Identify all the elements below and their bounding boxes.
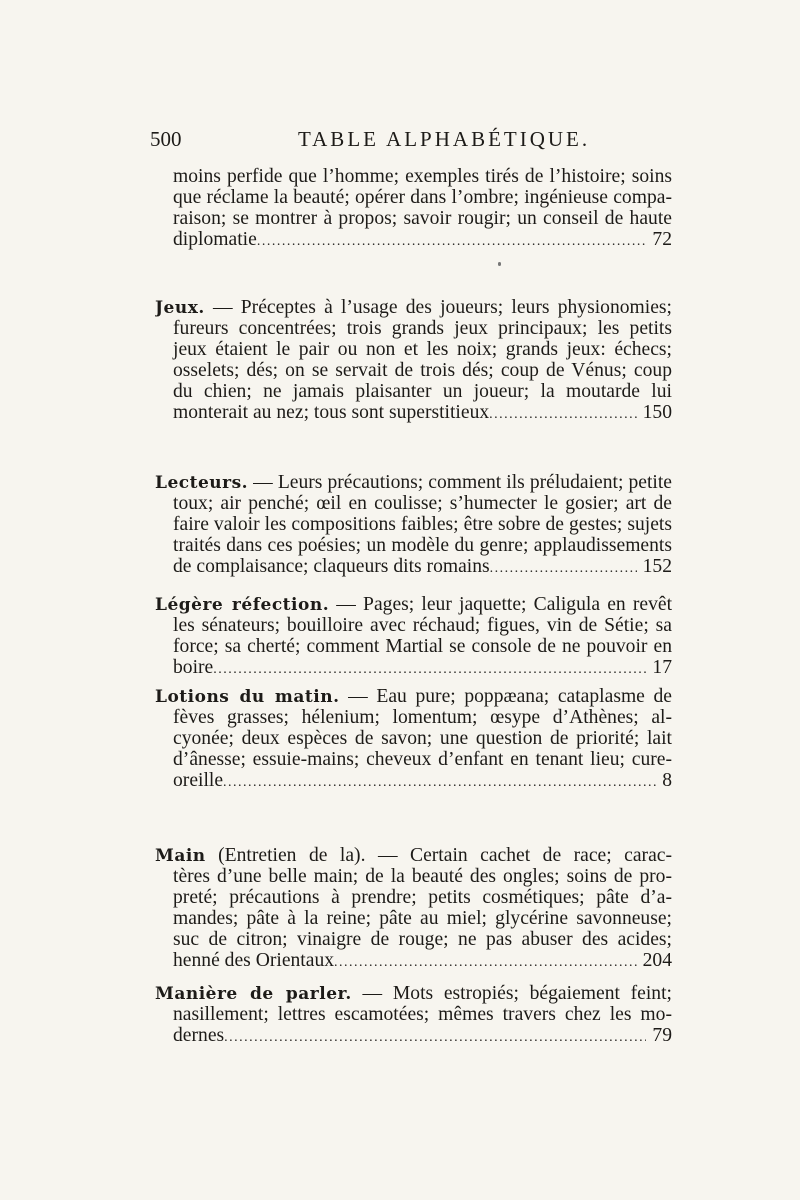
entry-line: suc de citron; vinaigre de rouge; ne pas abuser des acides; bbox=[173, 929, 672, 950]
entry-last-line bbox=[155, 556, 672, 577]
entry-line: raison; se montrer à propos; savoir rougir; un conseil de haute bbox=[173, 208, 672, 229]
page-reference: 204 bbox=[642, 950, 672, 971]
entry-line: force; sa cherté; comment Martial se console de ne pouvoir en bbox=[173, 636, 672, 657]
entry-line: nasillement; lettres escamotées; mêmes travers chez les mo- bbox=[173, 1004, 672, 1025]
entry-first-line: Légère réfection. — Pages; leur jaquette; Caligula en revêt bbox=[155, 594, 672, 615]
entry-last-line bbox=[155, 402, 672, 423]
dot-leader bbox=[224, 1025, 646, 1046]
page-reference: 72 bbox=[652, 229, 672, 250]
entry-line: que réclame la beauté; opérer dans l’ombre; ingénieuse compa- bbox=[173, 187, 672, 208]
entry-line: toux; air penché; œil en coulisse; s’humecter le gosier; art de bbox=[173, 493, 672, 514]
page-title: TABLE ALPHABÉTIQUE. bbox=[298, 127, 591, 151]
entry-last-line bbox=[155, 950, 672, 971]
entry-line: jeux étaient le pair ou non et les noix; grands jeux: échecs; bbox=[173, 339, 672, 360]
entry-first-line: Jeux. — Préceptes à l’usage des joueurs; leurs physionomies; bbox=[155, 297, 672, 318]
running-header bbox=[150, 127, 670, 157]
entry-first-line: Lotions du matin. — Eau pure; poppæana; cataplasme de bbox=[155, 686, 672, 707]
entry-line: osselets; dés; on se servait de trois dés; coup de Vénus; coup bbox=[173, 360, 672, 381]
entry-first-line: Main (Entretien de la). — Certain cachet de race; carac- bbox=[155, 845, 672, 866]
entry-last-line bbox=[155, 1025, 672, 1046]
entry-heading: Lecteurs. bbox=[155, 473, 249, 493]
page-reference: 79 bbox=[652, 1025, 672, 1046]
entry-last-text: henné des Orientaux bbox=[173, 950, 335, 971]
entry-last-text: oreille bbox=[173, 770, 224, 791]
dot-leader bbox=[223, 770, 656, 791]
entry-heading: Lotions du matin. bbox=[155, 687, 340, 707]
ink-speck bbox=[498, 262, 501, 266]
entry-line: tères d’une belle main; de la beauté des ongles; soins de pro- bbox=[173, 866, 672, 887]
entry-last-line bbox=[155, 770, 672, 791]
entry-line: les sénateurs; bouilloire avec réchaud; figues, vin de Sétie; sa bbox=[173, 615, 672, 636]
index-entry-legere-refection bbox=[155, 594, 672, 678]
dot-leader bbox=[489, 402, 636, 423]
entry-first-line: Manière de parler. — Mots estropiés; bégaiement feint; bbox=[155, 983, 672, 1004]
dot-leader bbox=[334, 950, 637, 971]
dot-leader bbox=[490, 556, 637, 577]
entry-line: cyonée; deux espèces de savon; une question de priorité; lait bbox=[173, 728, 672, 749]
dot-leader bbox=[213, 657, 646, 678]
index-entry-maniere-de-parler bbox=[155, 983, 672, 1046]
entry-heading: Main bbox=[155, 846, 206, 866]
entry-line: moins perfide que l’homme; exemples tirés de l’histoire; soins bbox=[173, 166, 672, 187]
index-entry-femmes-continued bbox=[155, 166, 672, 250]
entry-heading: Manière de parler. bbox=[155, 984, 352, 1004]
page-reference: 8 bbox=[662, 770, 672, 791]
entry-first-line: Lecteurs. — Leurs précautions; comment ils préludaient; petite bbox=[155, 472, 672, 493]
entry-heading: Jeux. bbox=[155, 298, 205, 318]
dot-leader bbox=[257, 229, 647, 250]
entry-line: fureurs concentrées; trois grands jeux principaux; les petits bbox=[173, 318, 672, 339]
entry-heading: Légère réfection. bbox=[155, 595, 330, 615]
entry-line: du chien; ne jamais plaisanter un joueur; la moutarde lui bbox=[173, 381, 672, 402]
entry-last-line bbox=[155, 229, 672, 250]
page-reference: 17 bbox=[652, 657, 672, 678]
index-entry-main bbox=[155, 845, 672, 971]
entry-line: traités dans ces poésies; un modèle du genre; applaudissements bbox=[173, 535, 672, 556]
page-reference: 150 bbox=[642, 402, 672, 423]
entry-line: preté; précautions à prendre; petits cosmétiques; pâte d’a- bbox=[173, 887, 672, 908]
page-number: 500 bbox=[150, 127, 182, 151]
entry-last-text: diplomatie bbox=[173, 229, 257, 250]
entry-last-text: boire bbox=[173, 657, 214, 678]
entry-line: mandes; pâte à la reine; pâte au miel; glycérine savonneuse; bbox=[173, 908, 672, 929]
page-reference: 152 bbox=[642, 556, 672, 577]
index-entry-lecteurs bbox=[155, 472, 672, 577]
entry-last-text: de complaisance; claqueurs dits romains bbox=[173, 556, 490, 577]
entry-line: fèves grasses; hélenium; lomentum; œsype d’Athènes; al- bbox=[173, 707, 672, 728]
entry-last-line bbox=[155, 657, 672, 678]
index-entry-lotions-du-matin bbox=[155, 686, 672, 791]
entry-last-text: monterait au nez; tous sont superstitieux bbox=[173, 402, 490, 423]
entry-last-text: dernes bbox=[173, 1025, 225, 1046]
entry-line: faire valoir les compositions faibles; être sobre de gestes; sujets bbox=[173, 514, 672, 535]
index-entry-jeux bbox=[155, 297, 672, 423]
entry-line: d’ânesse; essuie-mains; cheveux d’enfant en tenant lieu; cure- bbox=[173, 749, 672, 770]
